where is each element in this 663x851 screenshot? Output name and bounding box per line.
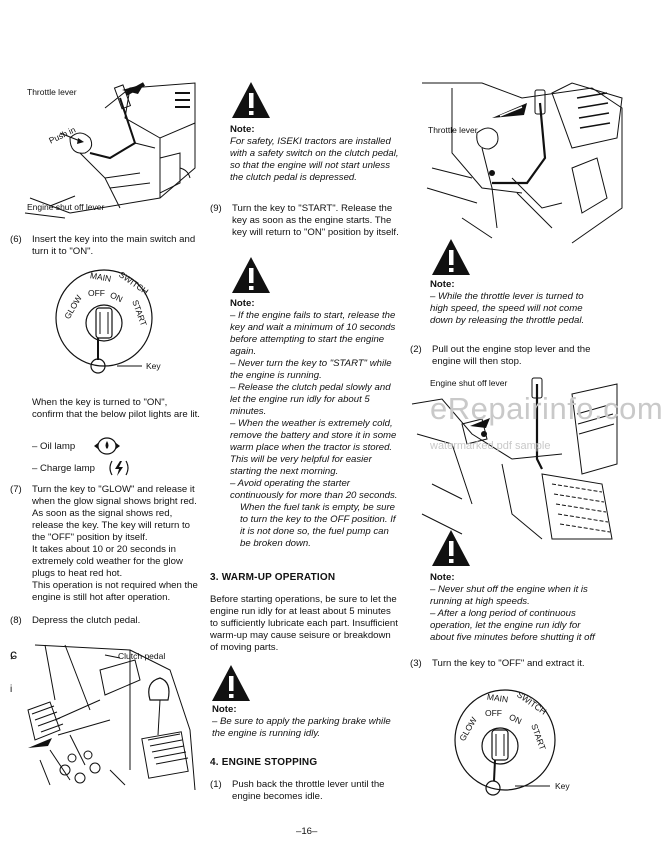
stop-step-2-text: Pull out the engine stop lever and the engine will then stop. <box>432 344 591 367</box>
main-switch-figure-1 <box>42 268 187 388</box>
switch-main-label-2: MAIN <box>486 691 509 705</box>
clutch-pedal-label: Clutch pedal <box>118 651 166 661</box>
warning-icon-5 <box>430 528 472 570</box>
note-3 <box>212 704 400 740</box>
switch-start-label-2: START <box>529 722 548 752</box>
charge-lamp-label: – Charge lamp <box>32 463 95 474</box>
switch-switch-label: SWITCH <box>117 269 151 297</box>
warmup-heading: 3. WARM-UP OPERATION <box>210 572 336 583</box>
step-9: (9) Turn the key to "START". Release the key as soon as the engine starts. The key will return to "ON" position by itself. <box>210 203 399 238</box>
note-2-item-1: – If the engine fails to start, release the key and wait a minimum of 10 seconds before attempting to start the engine again. <box>230 310 396 357</box>
throttle-illustration-2 <box>422 78 622 248</box>
switch-key-label: Key <box>146 361 161 371</box>
switch-key-label-2: Key <box>555 781 570 791</box>
switch-glow-label-2: GLOW <box>457 715 479 743</box>
charge-lamp-icon <box>108 458 130 478</box>
clutch-illustration <box>10 640 202 790</box>
note-2-item-5: – Avoid operating the starter continuously for more than 20 seconds. <box>230 478 398 501</box>
throttle-figure-1 <box>10 78 200 226</box>
switch-on-label: ON <box>108 289 125 305</box>
throttle-lever-label: Throttle lever <box>27 87 77 97</box>
stop-step-1: (1) Push back the throttle lever until the engine becomes idle. <box>210 779 400 803</box>
step-7-line-2: As soon as the signal shows red, release the key. The key will return to the "OFF" position by itself. <box>32 508 191 543</box>
pilot-lights-text: When the key is turned to "ON", confirm that the below pilot lights are lit. <box>32 397 200 420</box>
main-switch-drawing-2 <box>445 688 595 808</box>
clutch-figure <box>10 640 202 790</box>
throttle-figure-2 <box>422 78 622 248</box>
note-2-title: Note: <box>230 298 255 309</box>
switch-off-label-2: OFF <box>485 708 502 718</box>
note-3-title: Note: <box>212 704 237 715</box>
step-6: (6) Insert the key into the main switch and turn it to "ON". <box>10 234 200 258</box>
warning-icon-1 <box>230 80 272 122</box>
stop-step-1-text: Push back the throttle lever until the engine becomes idle. <box>232 779 385 802</box>
warning-icon-3 <box>210 663 252 705</box>
switch-glow-label: GLOW <box>62 293 84 321</box>
note-2-item-2: – Never turn the key to "START" while the engine is running. <box>230 358 392 381</box>
step-7-line-4: This operation is not required when the engine is still hot after operation. <box>32 580 198 603</box>
switch-start-label: START <box>130 298 149 328</box>
switch-off-label: OFF <box>88 288 105 298</box>
margin-mark: ɕ <box>10 646 17 662</box>
note-1-text: For safety, ISEKI tractors are installed with a safety switch on the clutch pedal, so that the engine will not start unless the clutch pedal is depressed. <box>230 136 399 183</box>
stop-step-3-text: Turn the key to "OFF" and extract it. <box>432 658 585 669</box>
note-2-item-3: – Release the clutch pedal slowly and let the engine run idly for about 5 minutes. <box>230 382 391 417</box>
oil-lamp-label: – Oil lamp <box>32 441 76 452</box>
note-2-item-6: When the fuel tank is empty, be sure to turn the key to the OFF position. If it is not done so, the fuel pump can be broken down. <box>240 502 396 549</box>
warning-icon-4 <box>430 237 472 279</box>
step-7-line-1: Turn the key to "GLOW" and release it when the glow signal shows bright red. <box>32 484 197 507</box>
main-switch-drawing-1 <box>42 268 187 388</box>
engine-shutoff-label: Engine shut off lever <box>27 202 105 212</box>
note-2 <box>230 298 398 550</box>
warmup-text: Before starting operations, be sure to let the engine run idly for at least about 5 minutes to sufficiently lubricate each part. Insufficient warm-up may cause seisure or breakdown of moving parts. <box>210 594 398 653</box>
step-9-text: Turn the key to "START". Release the key as soon as the engine starts. The key will return to "ON" position by itself. <box>232 203 399 238</box>
note-3-text: – Be sure to apply the parking brake while the engine is running idly. <box>212 716 391 739</box>
stop-step-3: (3) Turn the key to "OFF" and extract it. <box>410 658 585 669</box>
switch-switch-label-2: SWITCH <box>515 689 549 717</box>
note-5-item-2: – After a long period of continuous operation, let the engine run idly for about five minutes before shutting it off <box>430 608 595 643</box>
switch-main-label: MAIN <box>89 270 112 284</box>
note-5-item-1: – Never shut off the engine when it is running at high speeds. <box>430 584 588 607</box>
watermark: eRepairinfo.com <box>430 391 663 426</box>
note-5-title: Note: <box>430 572 455 583</box>
step-8-text: Depress the clutch pedal. <box>32 615 141 626</box>
note-1-title: Note: <box>230 124 255 135</box>
warning-icon-2 <box>230 255 272 297</box>
switch-on-label-2: ON <box>507 711 524 727</box>
step-6-text: Insert the key into the main switch and turn it to "ON". <box>32 234 196 257</box>
push-in-label: Push in <box>47 124 78 146</box>
margin-mark-2: i <box>10 684 13 695</box>
step-7: (7) Turn the key to "GLOW" and release it when the glow signal shows bright red. As soon as the signal shows red, release the key. The key will return to the "OFF" position by itself. It takes about 10 or 20 seconds in extremely cold weather for the glow plugs to heat red hot. This operation is not required when the engine is still hot after operation. <box>10 484 200 604</box>
page-number: –16– <box>296 826 318 837</box>
watermark-sub: watermarked pdf sample <box>430 440 551 452</box>
throttle-lever-label-2: Throttle lever <box>428 125 478 135</box>
note-4-text: – While the throttle lever is turned to high speed, the speed will not come down by releasing the throttle pedal. <box>430 291 585 326</box>
note-5 <box>430 572 600 644</box>
stop-step-2: (2) Pull out the engine stop lever and the engine will then stop. <box>410 344 600 368</box>
step-7-line-3: It takes about 10 or 20 seconds in extremely cold weather for the glow plugs to heat red hot. <box>32 544 183 579</box>
engine-shutoff-label-2: Engine shut off lever <box>430 378 508 388</box>
note-2-item-4: – When the weather is extremely cold, remove the battery and store it in some warm place when the tractor is stored. This will be very helpful for easier starting the next morning. <box>230 418 397 477</box>
note-4 <box>430 279 598 327</box>
main-switch-figure-2 <box>445 688 595 808</box>
note-1 <box>230 124 400 184</box>
oil-lamp-icon <box>92 436 122 456</box>
note-4-title: Note: <box>430 279 455 290</box>
engine-stopping-heading: 4. ENGINE STOPPING <box>210 757 318 768</box>
step-8: (8) Depress the clutch pedal. <box>10 615 141 626</box>
